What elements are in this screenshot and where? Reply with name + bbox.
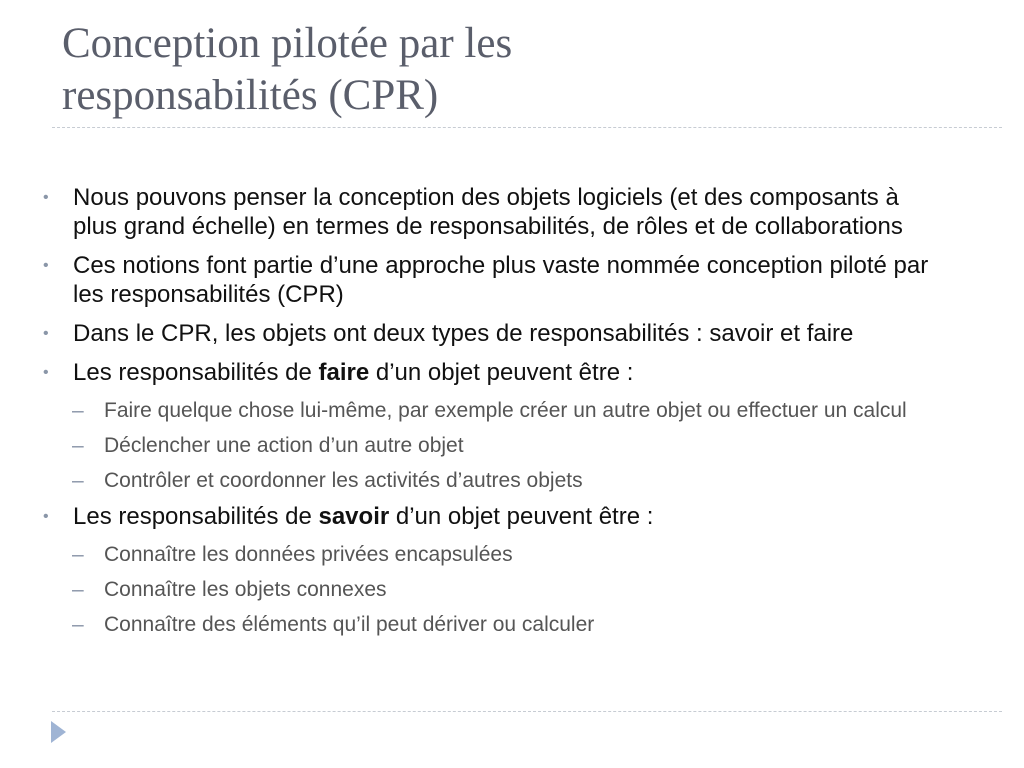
bullet-text: Dans le CPR, les objets ont deux types de responsabilités : savoir et faire [73, 320, 854, 347]
sub-bullet-item [0, 432, 924, 459]
sub-bullet-marker: – [72, 469, 84, 492]
slide-title-line-1: Conception pilotée par les [62, 20, 513, 67]
savoir-keyword: savoir [318, 503, 390, 530]
slide-triangle-marker-icon [51, 721, 66, 743]
slide-title-line-2: responsabilités (CPR) [62, 72, 439, 119]
bullet-marker: • [43, 508, 49, 525]
bullet-item-faire [0, 358, 943, 387]
faire-suffix: d’un objet peuvent être : [369, 359, 634, 386]
savoir-suffix: d’un objet peuvent être : [389, 503, 654, 530]
sub-bullet-marker: – [72, 399, 84, 422]
savoir-prefix: Les responsabilités de [73, 503, 319, 530]
sub-bullet-item [0, 611, 924, 638]
sub-bullet-item [0, 467, 924, 494]
faire-keyword: faire [318, 359, 370, 386]
sub-bullet-marker: – [72, 578, 84, 601]
sub-bullet-marker: – [72, 434, 84, 457]
bullet-item [0, 319, 943, 348]
sub-bullet-text: Connaître les données privées encapsulées [104, 543, 513, 566]
sub-bullet-text: Connaître des éléments qu’il peut dériver ou calculer [104, 613, 595, 636]
faire-prefix: Les responsabilités de [73, 359, 319, 386]
sub-bullet-text: Faire quelque chose lui-même, par exemple créer un autre objet ou effectuer un calcul [104, 399, 907, 422]
sub-bullet-text: Contrôler et coordonner les activités d’autres objets [104, 469, 583, 492]
sub-bullet-marker: – [72, 613, 84, 636]
sub-bullet-item [0, 397, 924, 424]
bullet-item [0, 183, 943, 241]
bullet-marker: • [43, 364, 49, 381]
sub-bullet-text: Déclencher une action d’un autre objet [104, 434, 464, 457]
footer-divider [52, 711, 1002, 712]
bullet-marker: • [43, 257, 49, 274]
sub-bullet-text: Connaître les objets connexes [104, 578, 387, 601]
title-divider [52, 127, 1002, 128]
bullet-text: Ces notions font partie d’une approche plus vaste nommée conception piloté par les responsabilités (CPR) [73, 252, 929, 308]
bullet-list [0, 183, 1024, 646]
slide-title [62, 18, 962, 122]
bullet-text: Nous pouvons penser la conception des objets logiciels (et des composants à plus grand échelle) en termes de responsabilités, de rôles et de collaborations [73, 184, 903, 240]
bullet-marker: • [43, 189, 49, 206]
bullet-item-savoir [0, 502, 943, 531]
sub-bullet-marker: – [72, 543, 84, 566]
sub-bullet-item [0, 541, 924, 568]
bullet-item [0, 251, 943, 309]
sub-bullet-item [0, 576, 924, 603]
bullet-marker: • [43, 325, 49, 342]
